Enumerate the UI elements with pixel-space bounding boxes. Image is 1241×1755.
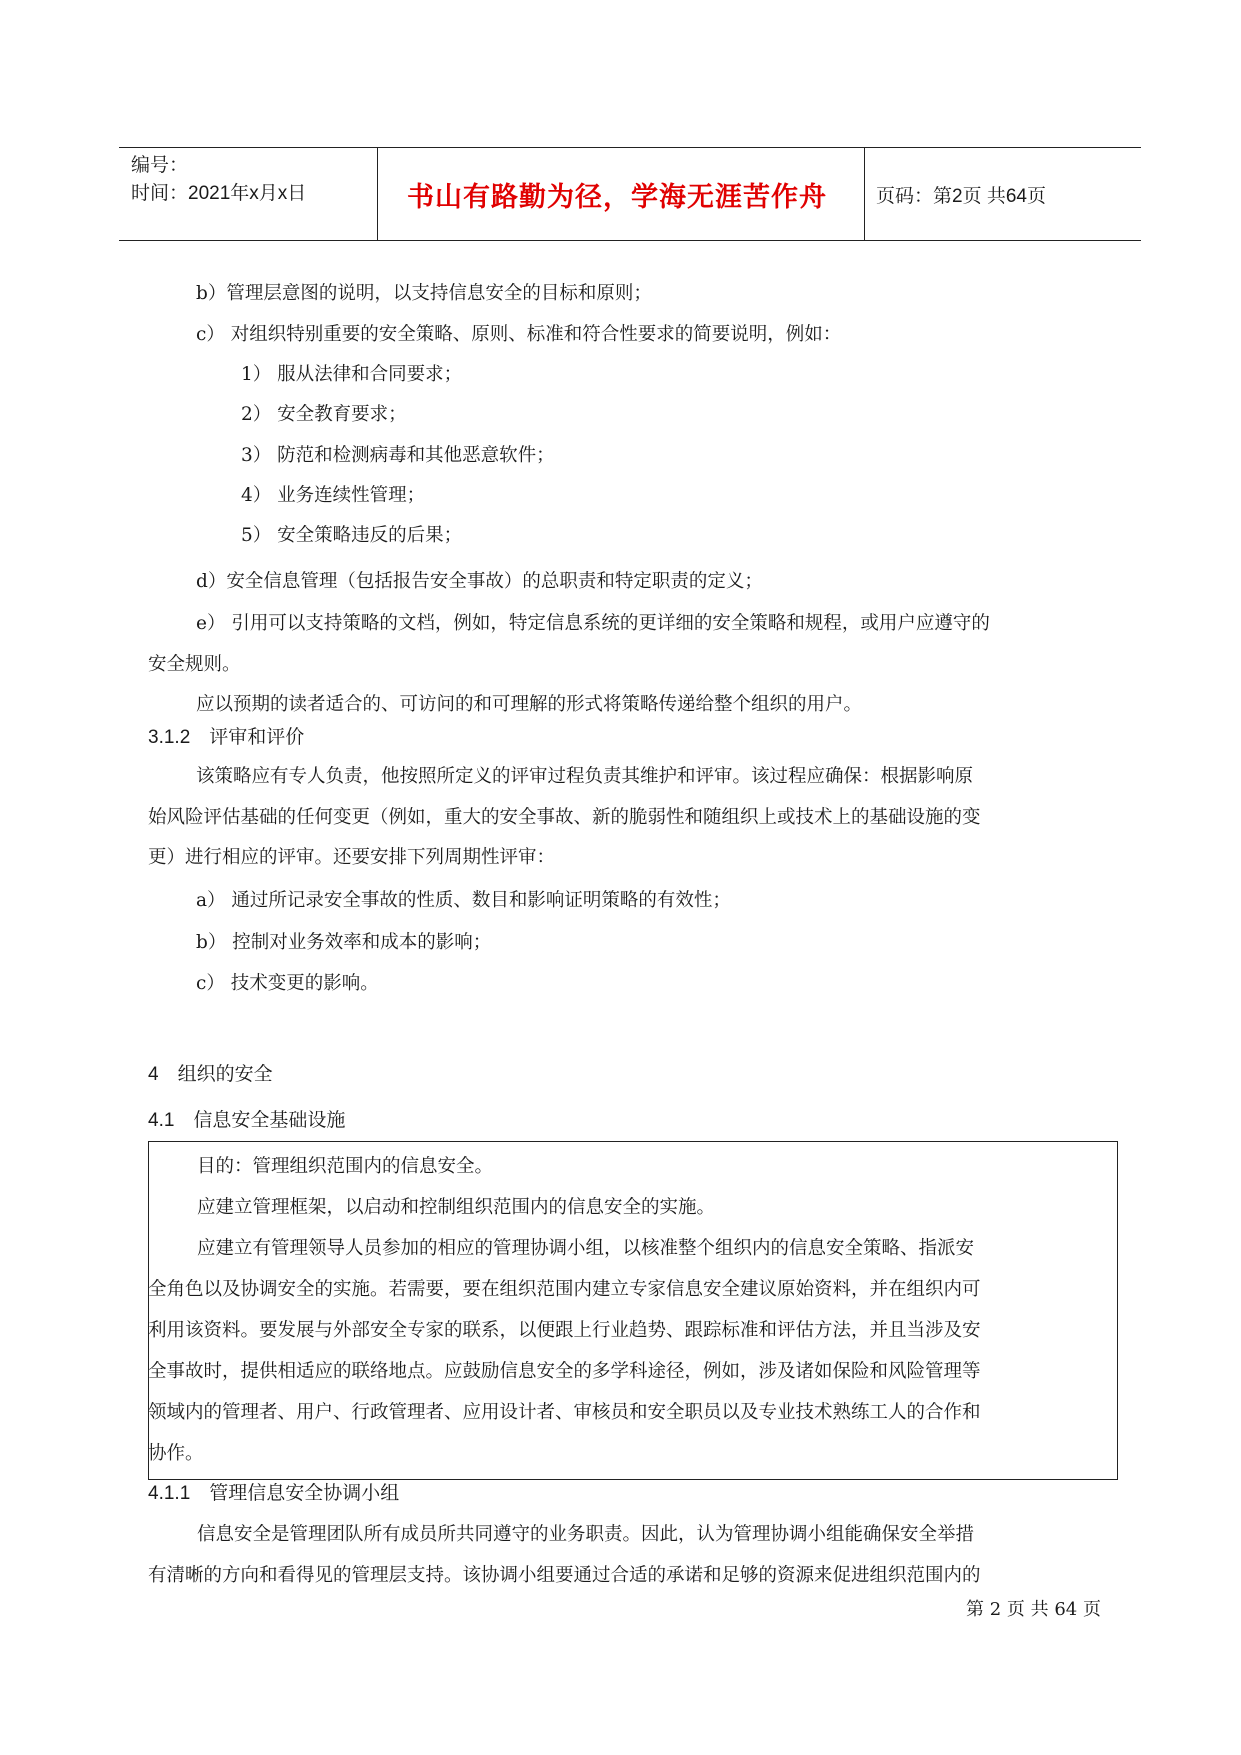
objective-box — [148, 1141, 1118, 1480]
header-motto: 书山有路勤为径，学海无涯苦作舟 — [407, 181, 827, 213]
page-footer: 第 2 页 共 64 页 — [966, 1599, 1101, 1620]
list-item: 3） 防范和检测病毒和其他恶意软件； — [241, 445, 555, 466]
list-item: 5） 安全策略违反的后果； — [241, 525, 463, 546]
list-item: a） 通过所记录安全事故的性质、数目和影响证明策略的有效性； — [196, 890, 731, 911]
header-page-info: 页码：第2页 共64页 — [876, 185, 1046, 207]
box-line: 全事故时，提供相适应的联络地点。应鼓励信息安全的多学科途径，例如，涉及诸如保险和风险管理等 — [148, 1361, 981, 1382]
box-line: 应建立管理框架，以启动和控制组织范围内的信息安全的实施。 — [197, 1197, 716, 1218]
paragraph-line: 更）进行相应的评审。还要安排下列周期性评审： — [148, 847, 556, 868]
paragraph-line: 始风险评估基础的任何变更（例如，重大的安全事故、新的脆弱性和随组织上或技术上的基础设施的变 — [148, 807, 981, 828]
list-item: c） 对组织特别重要的安全策略、原则、标准和符合性要求的简要说明，例如： — [196, 324, 842, 345]
box-line: 全角色以及协调安全的实施。若需要，要在组织范围内建立专家信息安全建议原始资料，并在组织内可 — [148, 1279, 981, 1300]
paragraph-line: 应以预期的读者适合的、可访问的和可理解的形式将策略传递给整个组织的用户。 — [196, 694, 863, 715]
document-number-label: 编号： — [131, 155, 189, 176]
list-item: b） 控制对业务效率和成本的影响； — [196, 932, 492, 953]
document-time-label: 时间：2021年x月x日 — [131, 183, 307, 204]
page-header — [119, 147, 1141, 241]
box-line: 目的：管理组织范围内的信息安全。 — [197, 1156, 494, 1177]
box-line: 领域内的管理者、用户、行政管理者、应用设计者、审核员和安全职员以及专业技术熟练工人的合作和 — [148, 1402, 981, 1423]
section-heading-4-1-1: 4.1.1 管理信息安全协调小组 — [148, 1483, 400, 1504]
list-item: b）管理层意图的说明，以支持信息安全的目标和原则； — [196, 283, 652, 304]
paragraph-line: 安全规则。 — [148, 654, 241, 675]
section-heading-4-1: 4.1 信息安全基础设施 — [148, 1110, 346, 1131]
box-line: 应建立有管理领导人员参加的相应的管理协调小组，以核准整个组织内的信息安全策略、指派安 — [197, 1238, 975, 1259]
section-heading-4: 4 组织的安全 — [148, 1064, 273, 1085]
section-heading-3-1-2: 3.1.2 评审和评价 — [148, 727, 305, 748]
box-line: 协作。 — [148, 1443, 204, 1464]
header-divider — [864, 148, 865, 240]
box-line: 利用该资料。要发展与外部安全专家的联系，以便跟上行业趋势、跟踪标准和评估方法，并且当涉及安 — [148, 1320, 981, 1341]
list-item: d）安全信息管理（包括报告安全事故）的总职责和特定职责的定义； — [196, 571, 763, 592]
list-item: c） 技术变更的影响。 — [196, 973, 379, 994]
list-item: 2） 安全教育要求； — [241, 404, 407, 425]
list-item: 1） 服从法律和合同要求； — [241, 364, 463, 385]
header-meta — [131, 152, 306, 208]
list-item: 4） 业务连续性管理； — [241, 485, 426, 506]
paragraph-line: 该策略应有专人负责，他按照所定义的评审过程负责其维护和评审。该过程应确保：根据影响原 — [196, 766, 974, 787]
paragraph-line: 信息安全是管理团队所有成员所共同遵守的业务职责。因此，认为管理协调小组能确保安全举措 — [197, 1524, 975, 1545]
paragraph-line: 有清晰的方向和看得见的管理层支持。该协调小组要通过合适的承诺和足够的资源来促进组织范围内的 — [148, 1565, 981, 1586]
list-item: e） 引用可以支持策略的文档，例如，特定信息系统的更详细的安全策略和规程，或用户应遵守的 — [196, 613, 990, 634]
